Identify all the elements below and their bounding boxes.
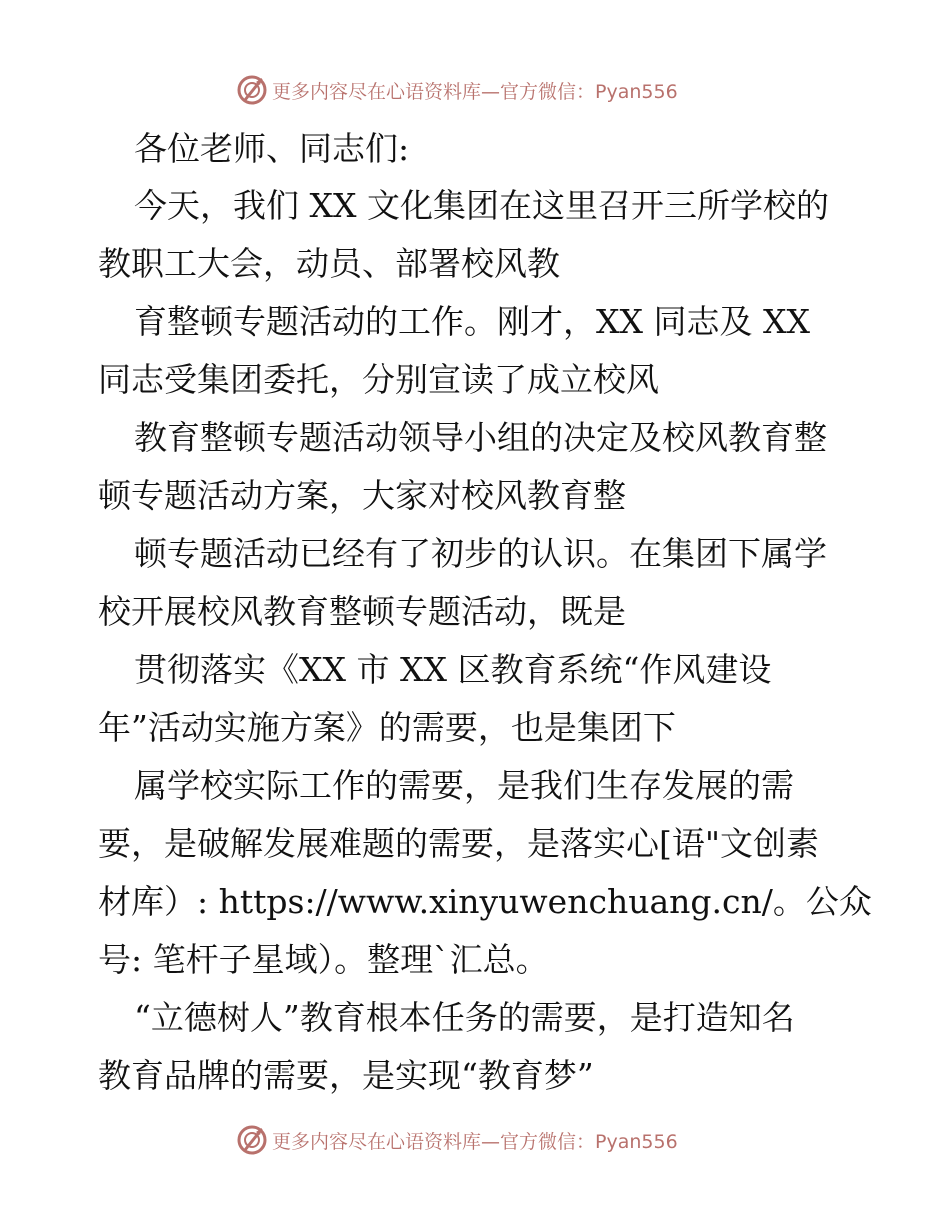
xinyu-logo-icon	[236, 74, 268, 106]
body-line: 校开展校风教育整顿专题活动，既是	[98, 592, 626, 631]
body-line: 材库）: https://www.xinyuwenchuang.cn/。公众	[98, 882, 872, 921]
xinyu-logo-icon	[236, 1124, 268, 1156]
body-line: “立德树人”教育根本任务的需要，是打造知名	[134, 998, 795, 1037]
body-line: 教育品牌的需要，是实现“教育梦”	[98, 1056, 594, 1095]
footer-banner-text: 更多内容尽在心语资料库—官方微信：Pyan556	[272, 1130, 678, 1153]
body-line: 教职工大会，动员、部署校风教	[98, 244, 560, 283]
body-line: 顿专题活动已经有了初步的认识。在集团下属学	[134, 534, 827, 573]
body-line: 顿专题活动方案，大家对校风教育整	[98, 476, 626, 515]
body-line: 贯彻落实《XX 市 XX 区教育系统“作风建设	[134, 650, 772, 689]
body-line: 同志受集团委托，分别宣读了成立校风	[98, 360, 659, 399]
body-line: 各位老师、同志们:	[134, 129, 410, 168]
body-line: 号: 笔杆子星域）。整理`汇总。	[98, 940, 549, 979]
header-banner-text: 更多内容尽在心语资料库—官方微信：Pyan556	[272, 80, 678, 103]
body-line: 今天，我们 XX 文化集团在这里召开三所学校的	[134, 186, 829, 225]
body-line: 教育整顿专题活动领导小组的决定及校风教育整	[134, 418, 827, 457]
header-banner	[236, 73, 716, 107]
footer-banner	[236, 1123, 716, 1157]
body-line: 育整顿专题活动的工作。刚才，XX 同志及 XX	[134, 302, 810, 341]
body-line: 年”活动实施方案》的需要，也是集团下	[98, 708, 676, 747]
body-line: 要，是破解发展难题的需要，是落实心[语"文创素	[98, 824, 820, 863]
body-line: 属学校实际工作的需要，是我们生存发展的需	[134, 766, 794, 805]
